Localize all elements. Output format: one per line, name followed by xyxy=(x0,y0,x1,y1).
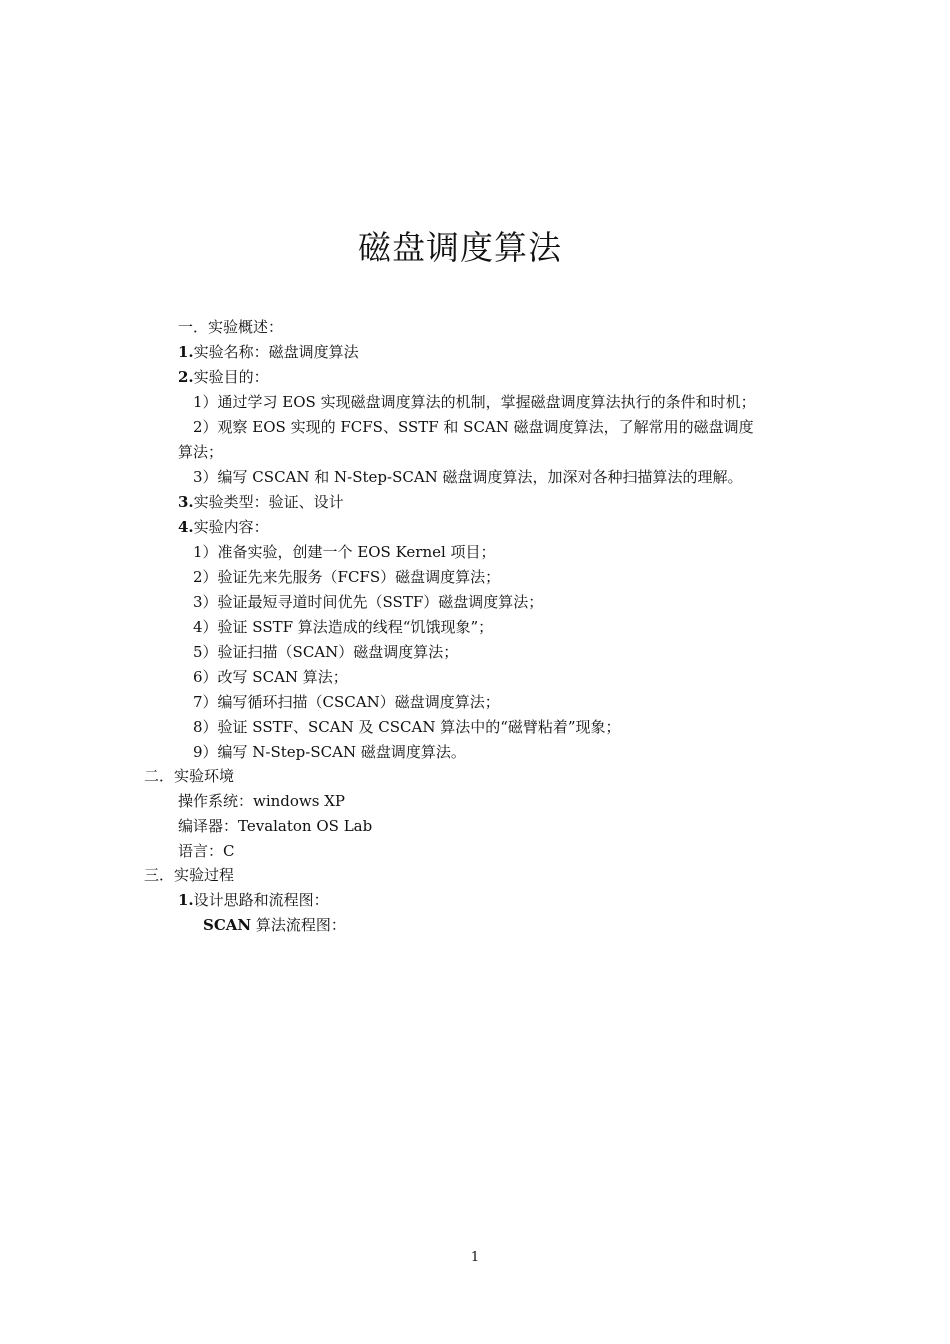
item-number: 1. xyxy=(178,891,194,909)
scan-flowchart-heading xyxy=(203,915,346,935)
page-number: 1 xyxy=(470,1250,480,1265)
env-os: 操作系统：windows XP xyxy=(178,792,346,810)
scan-label: SCAN xyxy=(203,916,252,934)
item-number: 4. xyxy=(178,518,194,536)
item-text: 实验名称：磁盘调度算法 xyxy=(193,343,359,361)
content-item-7: 7）编写循环扫描（CSCAN）磁盘调度算法； xyxy=(193,693,500,711)
item-text: 实验类型：验证、设计 xyxy=(193,493,344,511)
item-text: 算法流程图： xyxy=(251,916,346,934)
content-item-4: 4）验证 SSTF 算法造成的线程“饥饿现象”； xyxy=(193,618,494,636)
content-item-9: 9）编写 N-Step-SCAN 磁盘调度算法。 xyxy=(193,743,466,761)
purpose-item-1: 1）通过学习 EOS 实现磁盘调度算法的机制，掌握磁盘调度算法执行的条件和时机； xyxy=(193,393,756,411)
content-item-8: 8）验证 SSTF、SCAN 及 CSCAN 算法中的“磁臂粘着”现象； xyxy=(193,718,621,736)
experiment-type xyxy=(178,492,344,512)
purpose-item-3: 3）编写 CSCAN 和 N-Step-SCAN 磁盘调度算法，加深对各种扫描算法的理解。 xyxy=(193,468,743,486)
experiment-name xyxy=(178,342,359,362)
content-item-5: 5）验证扫描（SCAN）磁盘调度算法； xyxy=(193,643,459,661)
content-item-1: 1）准备实验，创建一个 EOS Kernel 项目； xyxy=(193,543,496,561)
env-compiler: 编译器：Tevalaton OS Lab xyxy=(178,817,373,835)
purpose-item-2: 2）观察 EOS 实现的 FCFS、SSTF 和 SCAN 磁盘调度算法，了解常用的磁盘调度 xyxy=(193,418,754,436)
content-item-2: 2）验证先来先服务（FCFS）磁盘调度算法； xyxy=(193,568,501,586)
document-title: 磁盘调度算法 xyxy=(358,228,562,267)
item-text: 实验目的： xyxy=(193,368,269,386)
content-item-6: 6）改写 SCAN 算法； xyxy=(193,668,348,686)
item-text: 设计思路和流程图： xyxy=(193,891,329,909)
item-text: 实验内容： xyxy=(193,518,269,536)
item-number: 3. xyxy=(178,493,194,511)
section-heading-environment: 二．实验环境 xyxy=(144,767,235,785)
section-heading-process: 三．实验过程 xyxy=(144,866,235,884)
design-heading xyxy=(178,890,329,910)
item-number: 1. xyxy=(178,343,194,361)
experiment-content xyxy=(178,517,269,537)
item-number: 2. xyxy=(178,368,194,386)
env-language: 语言：C xyxy=(178,842,235,860)
experiment-purpose xyxy=(178,367,269,387)
section-heading-overview: 一．实验概述： xyxy=(178,318,284,336)
content-item-3: 3）验证最短寻道时间优先（SSTF）磁盘调度算法； xyxy=(193,593,544,611)
purpose-item-2-cont: 算法； xyxy=(178,443,224,461)
